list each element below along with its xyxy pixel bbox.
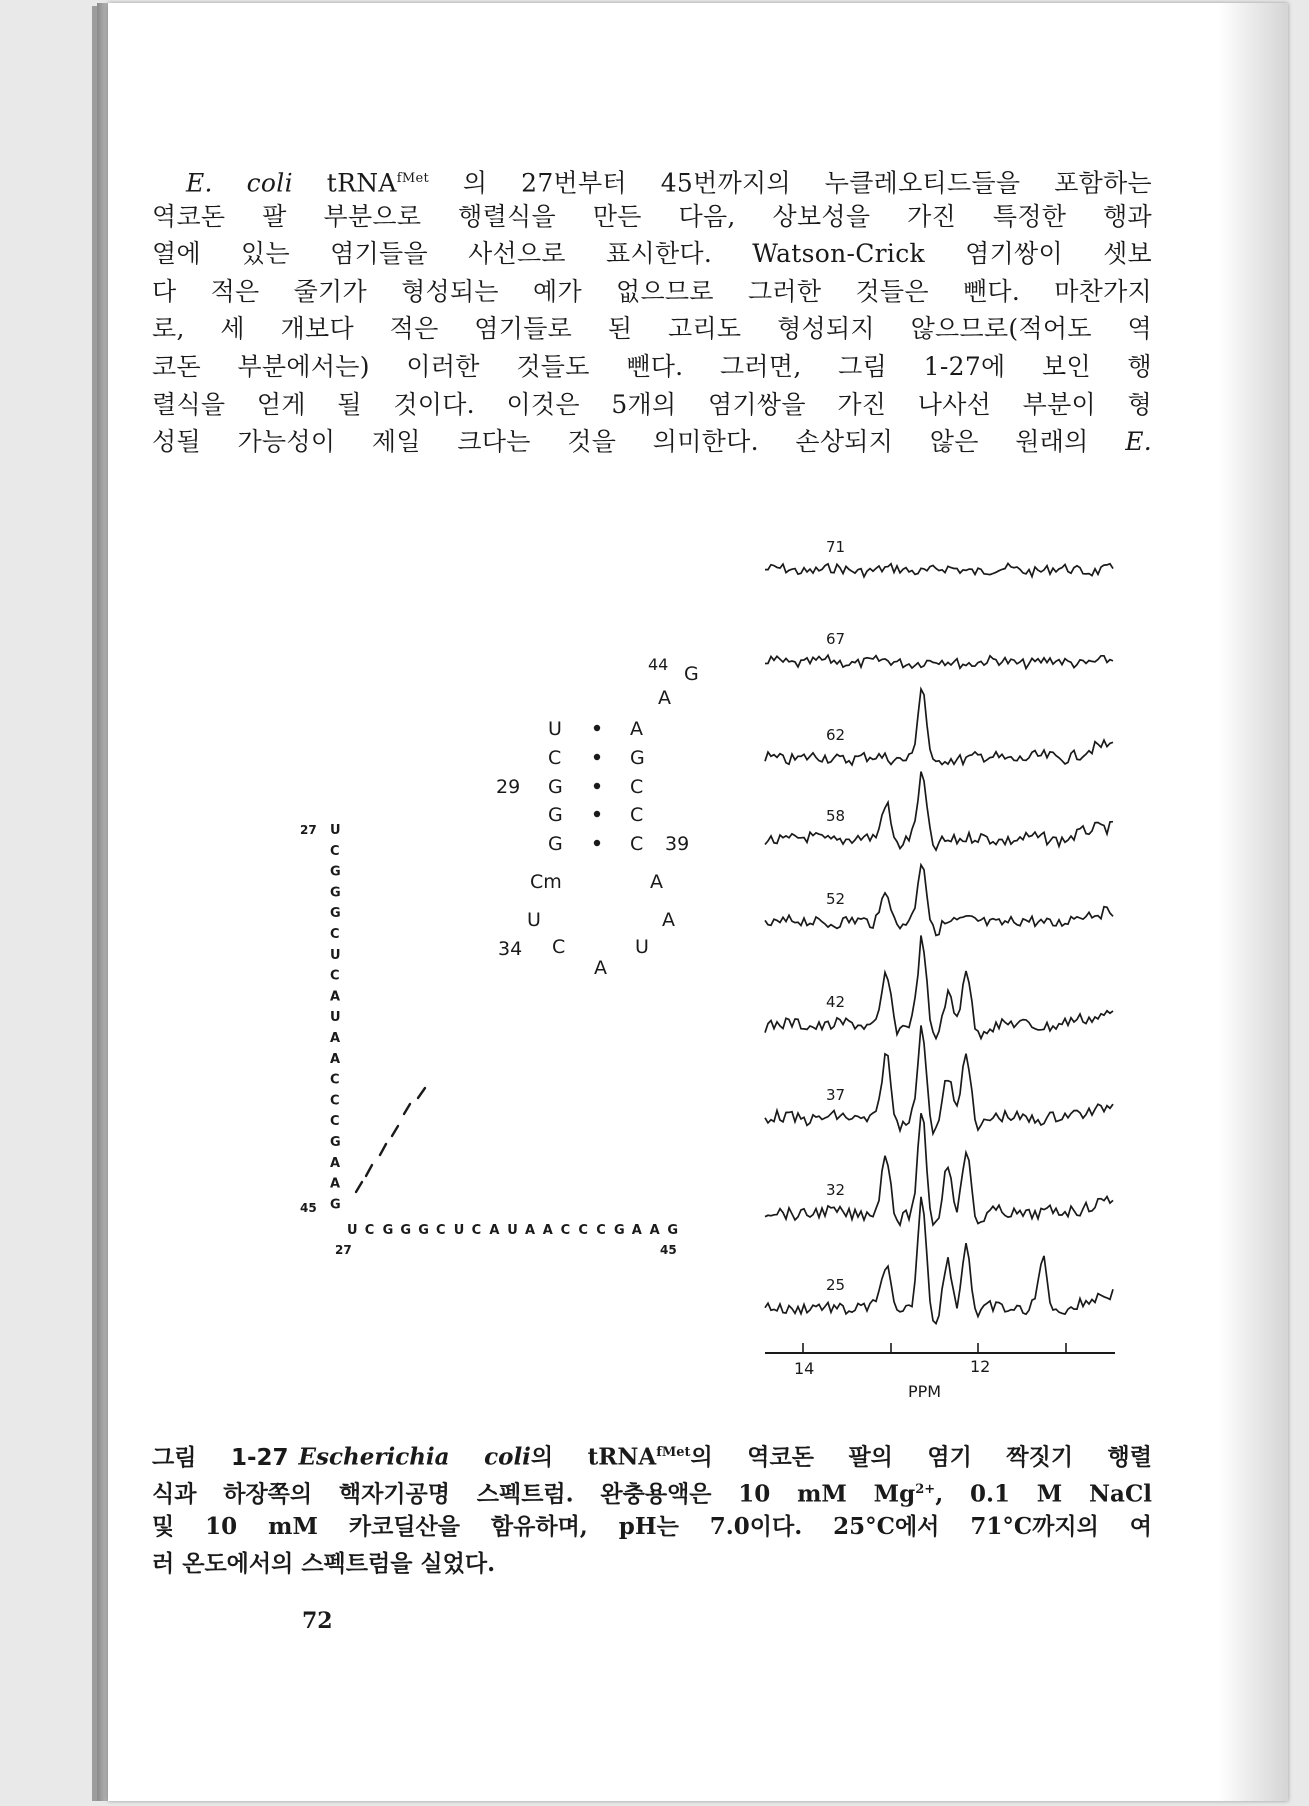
stem-loop-diagram [496,655,699,979]
temperature-label: 37 [826,1086,846,1104]
matrix-row-base: U [330,823,341,838]
stem-right-base: G [630,747,645,769]
label-44: 44 [648,655,669,674]
paragraph-text: 성될 가능성이 제일 크다는 것을 의미한다. 손상되지 않은 원래의 [152,427,1126,457]
loop-base: A [594,957,607,979]
matrix-column-base: U [507,1223,518,1238]
temperature-label: 58 [826,807,846,825]
spectrum-trace [765,936,1113,1039]
caption-superscript: fMet [656,1445,691,1460]
loop-base: C [552,936,566,958]
spectrum-trace [765,772,1113,851]
label-39: 39 [665,833,690,855]
col-start-label: 27 [335,1243,352,1257]
spectrum-trace [765,564,1113,577]
matrix-row-base: C [330,927,340,942]
caption-line: 및 10 mM 카코딜산을 함유하며, pH는 7.0이다. 25°C에서 71°C까지의 여 [152,1513,1152,1540]
matrix-row-base: G [330,885,341,901]
matrix-row-base: A [330,1155,341,1171]
matrix-column-base: A [525,1223,536,1238]
stem-right-base: C [630,776,644,798]
matrix-row-base: U [330,947,341,963]
species-abbrev: E. [1125,427,1152,457]
label-34: 34 [498,938,523,960]
temperature-label: 32 [826,1181,846,1199]
caption-text: , 0.1 M NaCl [935,1480,1152,1508]
pair-dot [594,783,600,789]
ppm-axis [765,1343,1115,1401]
trna-superscript: fMet [396,171,429,186]
temperature-label: 71 [826,538,846,556]
matrix-column-base: G [400,1223,412,1238]
matrix-column-base: G [614,1223,625,1238]
matrix-column-base: C [436,1223,446,1238]
caption-line: 러 온도에서의 스펙트럼을 실었다. [152,1550,496,1577]
caption-text: 의 tRNA [530,1443,657,1471]
diagonal-dash [380,1144,386,1155]
temperature-label: 25 [826,1276,846,1294]
matrix-row-base: G [330,864,341,880]
paragraph-line: 코돈 부분에서는) 이러한 것들도 뺀다. 그러면, 그림 1-27에 보인 행 [152,351,1152,381]
spectrum-trace [765,1025,1113,1133]
matrix-row-base: A [330,1051,341,1067]
pair-dot [594,840,600,846]
matrix-column-base: G [418,1223,429,1238]
pair-dot [594,725,600,731]
loop-base-cm: Cm [530,871,562,893]
diagonal-dash [404,1104,410,1114]
matrix-column-base: A [542,1223,553,1238]
matrix-column-base: C [471,1223,482,1238]
stem-left-base: U [548,718,562,740]
caption-line [152,1434,1152,1471]
temperature-label: 62 [826,726,846,744]
matrix-column-base: C [364,1223,375,1238]
matrix-column-bases [347,1223,678,1238]
temperature-label: 67 [826,630,846,648]
matrix-row-base: C [330,1093,340,1109]
matrix-column-base: C [560,1223,571,1238]
matrix-column-base: G [667,1223,679,1238]
diagonal-dash [366,1165,372,1176]
spectrum-trace [765,689,1113,765]
caption-line [152,1471,1152,1508]
matrix-column-base: C [596,1223,606,1238]
matrix-row-base: C [330,1114,340,1130]
tick-label-12: 12 [970,1357,991,1376]
caption-superscript: 2+ [915,1482,936,1497]
matrix-column-base: U [347,1223,358,1238]
tick-label-14: 14 [794,1359,815,1378]
stem-right-base: A [630,718,643,740]
paragraph-line: 다 적은 줄기가 형성되는 예가 없으므로 그러한 것들은 뺀다. 마찬가지 [152,276,1152,306]
loop-base: U [527,909,541,931]
matrix-column-base: A [631,1223,642,1238]
stem-right-base: C [630,833,644,855]
spectrum-trace [765,865,1113,936]
nmr-spectra [765,538,1113,1324]
diagonal-dash [418,1088,425,1098]
matrix-row-base: G [330,1197,341,1213]
paragraph-text: 의 27번부터 45번까지의 누클레오티드들을 포함하는 [428,168,1153,198]
matrix-row-base: A [330,989,341,1005]
caption-label: 그림 1-27 [152,1444,289,1471]
trna-name: tRNA [292,168,397,198]
species-name: E. coli [186,168,293,198]
paragraph-line: 로, 세 개보다 적은 염기들로 된 고리도 형성되지 않으므로(적어도 역 [152,314,1152,344]
matrix-column-base: A [489,1223,500,1238]
loop-base: A [650,871,663,893]
stem-left-base: C [548,747,562,769]
base-43-a: A [658,687,671,709]
matrix-row-base: G [330,906,341,922]
matrix-column-base: G [382,1223,394,1238]
diagonal-dash [356,1182,362,1192]
stem-left-base: G [548,804,563,826]
loop-base: U [635,936,649,958]
matrix-column-base: U [453,1223,465,1238]
matrix-row-base: G [330,1135,341,1150]
paragraph-line: 렬식을 얻게 될 것이다. 이것은 5개의 염기쌍을 가진 나사선 부분이 형 [152,389,1152,419]
caption-species: Escherichia coli [298,1443,531,1471]
temperature-label: 42 [826,993,846,1011]
complementarity-diagonals [356,1088,425,1192]
axis-label-ppm: PPM [908,1382,942,1401]
loop-base: A [662,909,675,931]
matrix-column-base: A [649,1223,660,1238]
spectrum-trace [765,1113,1113,1225]
paragraph-line: 역코돈 팔 부분으로 행렬식을 만든 다음, 상보성을 가진 특정한 행과 [152,201,1152,231]
stem-left-base: G [548,776,563,798]
page-number: 72 [302,1608,333,1634]
matrix-column-base: C [578,1223,588,1238]
pair-dot [594,754,600,760]
paragraph-line: 열에 있는 염기들을 사선으로 표시한다. Watson-Crick 염기쌍이 셋보 [152,239,1152,269]
matrix-row-base: C [330,843,340,859]
matrix-row-base: C [330,1072,340,1088]
caption-text: 식과 하장쪽의 핵자기공명 스펙트럼. 완충용액은 10 mM Mg [152,1480,916,1508]
temperature-label: 52 [826,890,846,908]
diagonal-dash [392,1126,398,1136]
caption-text: 의 역코돈 팔의 염기 짝짓기 행렬 [690,1443,1152,1471]
matrix-row-bases [330,823,341,1212]
base-44-g: G [684,663,699,685]
spectrum-trace [765,655,1113,668]
matrix-row-base: U [330,1010,341,1026]
pair-dot [594,811,600,817]
stem-left-base: G [548,833,563,855]
stem-right-base: C [630,804,644,826]
label-29: 29 [496,776,521,798]
row-end-label: 45 [300,1201,317,1215]
row-start-label: 27 [300,823,317,837]
matrix-row-base: A [330,1031,341,1046]
matrix-row-base: A [330,1176,341,1192]
matrix-row-base: C [330,968,340,984]
figure-caption [152,1434,1152,1582]
col-end-label: 45 [660,1243,677,1257]
